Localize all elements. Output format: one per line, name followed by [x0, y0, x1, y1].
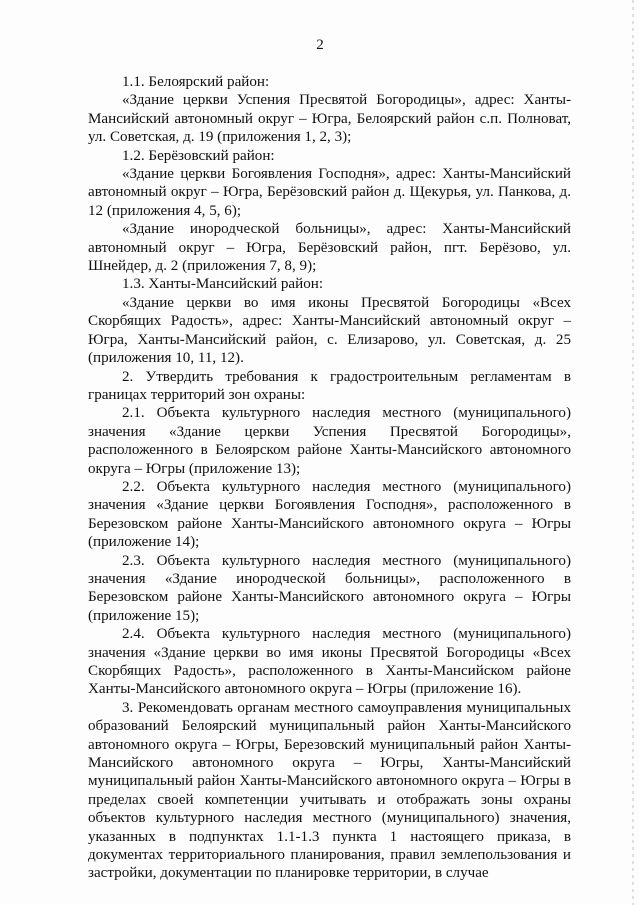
paragraph-hospital: «Здание инородческой больницы», адрес: Ханты-Мансийский автономный округ – Югра, Берёзовский район, пгт. Берёзово, ул. Шнейдер, д. 2 (приложения 7, 8, 9); — [88, 221, 571, 275]
paragraph-church-vseh-skorbyashchih: «Здание церкви во имя иконы Пресвятой Богородицы «Всех Скорбящих Радость», адрес: Ханты-Мансийский автономный округ – Югра, Ханты-Мансийский район, с. Елизарово, ул. Советская, д. 25 (приложения 10, 11, 12). — [88, 294, 571, 367]
paragraph-item-2: 2. Утвердить требования к градостроительным регламентам в границах территорий зон охраны: — [88, 368, 571, 403]
paragraph-church-bogoyavleniya: «Здание церкви Богоявления Господня», адрес: Ханты-Мансийский автономный округ – Югра, Берёзовский район д. Щекурья, ул. Панкова, д. 12 (приложения 4, 5, 6); — [88, 166, 571, 219]
paragraph-item-2-1: 2.1. Объекта культурного наследия местного (муниципального) значения «Здание церкви Успения Пресвятой Богородицы», расположенного в Белоярском районе Ханты-Мансийского автономного округа – Югры (приложение 13); — [88, 405, 571, 477]
page-number: 2 — [316, 37, 324, 53]
paragraph-church-uspeniya: «Здание церкви Успения Пресвятой Богородицы», адрес: Ханты-Мансийский автономный округ – Югра, Белоярский район с.п. Полноват, ул. Советская, д. 19 (приложения 1, 2, 3); — [88, 92, 571, 146]
paragraph-1-2-heading: 1.2. Берёзовский район: — [122, 147, 275, 164]
paragraph-item-3: 3. Рекомендовать органам местного самоуправления муниципальных образований Белоярский муниципальный район Ханты-Мансийского автономного округа – Югры, Березовский муниципальный район Ханты-Мансийского автономного округа – Югры, Ханты-Мансийский муниципальный район Ханты-Мансийского автономного округа – Югры в пределах своей компетенции учитывать и отображать зоны охраны объектов культурного наследия местного (муниципального) значения, указанных в подпунктах 1.1-1.3 пункта 1 настоящего приказа, в документах территориального планирования, правил землепользования и застройки, документации по планировке территории, в случае — [88, 699, 571, 882]
paragraph-1-3-heading: 1.3. Ханты-Мансийский район: — [122, 276, 324, 293]
paragraph-item-2-2: 2.2. Объекта культурного наследия местного (муниципального) значения «Здание церкви Богоявления Господня», расположенного в Березовском районе Ханты-Мансийского автономного округа – Югры (приложение 14); — [88, 478, 571, 551]
paragraph-item-2-4: 2.4. Объекта культурного наследия местного (муниципального) значения «Здание церкви во имя иконы Пресвятой Богородицы «Всех Скорбящих Радость», расположенного в Ханты-Мансийском районе Ханты-Мансийского автономного округа – Югры (приложение 16). — [88, 626, 571, 698]
scan-edge-artifact — [632, 0, 634, 905]
document-body — [88, 73, 571, 883]
paragraph-1-1-heading: 1.1. Белоярский район: — [122, 74, 270, 90]
paragraph-item-2-3: 2.3. Объекта культурного наследия местного (муниципального) значения «Здание инородческой больницы», расположенного в Березовском районе Ханты-Мансийского автономного округа – Югры (приложение 15); — [88, 552, 571, 624]
